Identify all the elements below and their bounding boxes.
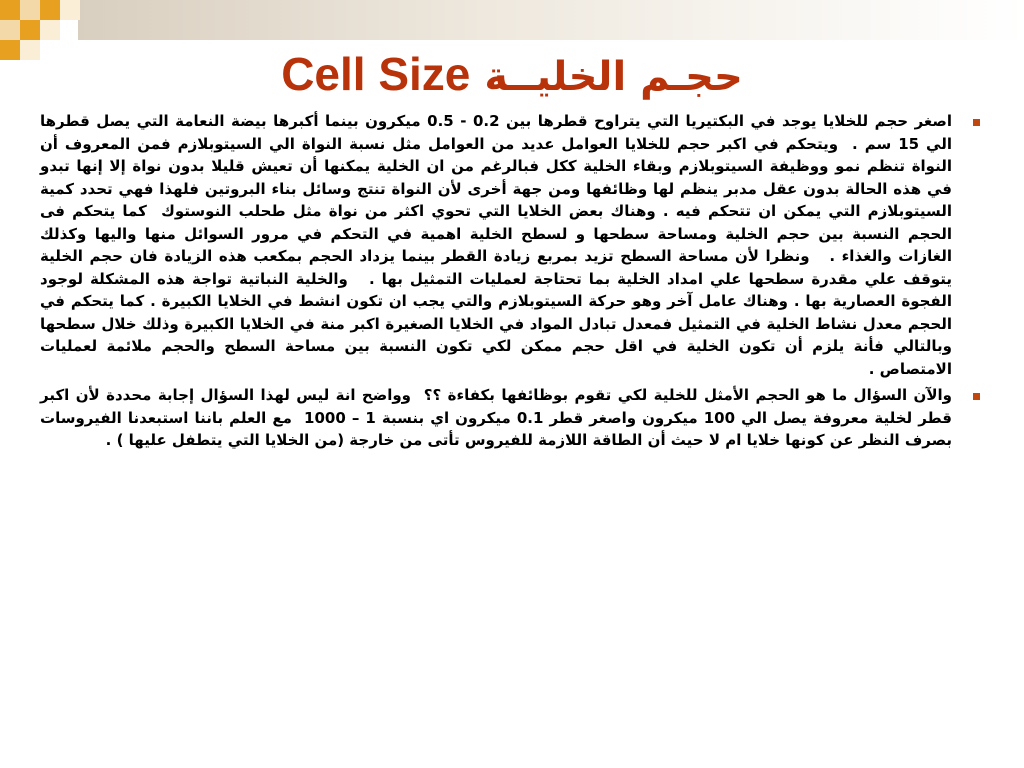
paragraph-1: اصغر حجم للخلايا يوجد في البكتيريا التي يتراوح قطرها بين 0.2 - 0.5 ميكرون بينما أكبرها بيضة النعامة التي يصل قطرها الي 15 سم . ويتحكم في اكبر حجم للخلايا العوامل عديد من العوامل مثل نسبة النواة الي السيتوبلازم فمن المعروف أن النواة تنظم نمو ووظيفة السيتوبلازم وبقاء الخلية ككل فبالرغم من ان الخلية يمكنها أن تعيش قليلا بدون نواة إلا إنها تبدو في هذه الحالة بدون عقل مدبر ينظم لها وظائفها ومن جهة أخرى لأن النواة تنتج وسائل بناء البروتين فلهذا فهي تحدد كمية السيتوبلازم التي يمكن ان تتحكم فيه . وهناك بعض الخلايا التي تحوي اكثر من نواة مثل طحلب النوستوك كما يتحكم فى الحجم النسبة بين حجم الخلية ومساحة سطحها و لسطح الخلية اهمية في التحكم في مرور السوائل منها واليها وكذلك الغازات والغذاء . ونظرا لأن مساحة السطح تزيد بمربع زيادة القطر بينما يزداد الحجم بمكعب هذه الزيادة فان حجم الخلية يتوقف علي مقدرة سطحها علي امداد الخلية بما تحتاجة لعمليات التمثيل بها . والخلية النباتية تواجة هذه المشكلة لوجود الفجوة العصارية بها . وهناك عامل آخر وهو حركة السيتوبلازم والتي يجب ان تكون انشط في الخلايا الكبيرة . كما يتحكم في الحجم معدل نشاط الخلية في التمثيل فمعدل تبادل المواد في الخلايا الصغيرة اكبر منة في الخلايا الكبيرة وذلك خلال سطحها وبالتالي فأنة يلزم أن تكون الخلية في اقل حجم ممكن لكي تكون النسبة بين مساحة السطح والحجم ملائمة لعمليات الامتصاص . bbox=[29, 112, 952, 378]
header-gradient-bar bbox=[78, 0, 1024, 40]
paragraph-2: والآن السؤال ما هو الحجم الأمثل للخلية لكي تقوم بوظائفها بكفاءة ؟؟ وواضح انة ليس لهذا السؤال إجابة محددة لأن اكبر قطر لخلية معروفة يصل الي 100 ميكرون واصغر قطر 0.1 ميكرون اي بنسبة 1 – 1000 مع العلم باننا استبعدنا الفيروسات بصرف النظر عن كونها خلايا ام لا حيث أن الطاقة اللازمة للفيروس تأتى من خارجة (من الخلايا التي يتطفل عليها ) . bbox=[34, 386, 952, 449]
bullet-item-1 bbox=[29, 110, 980, 380]
title-arabic: حجـم الخليــة bbox=[484, 54, 743, 100]
slide-title bbox=[0, 44, 1024, 104]
square-bullet-icon bbox=[973, 119, 980, 126]
square-bullet-icon bbox=[973, 393, 980, 400]
title-english: Cell Size bbox=[281, 48, 471, 100]
content-body bbox=[29, 110, 980, 650]
bullet-item-2 bbox=[34, 384, 980, 452]
